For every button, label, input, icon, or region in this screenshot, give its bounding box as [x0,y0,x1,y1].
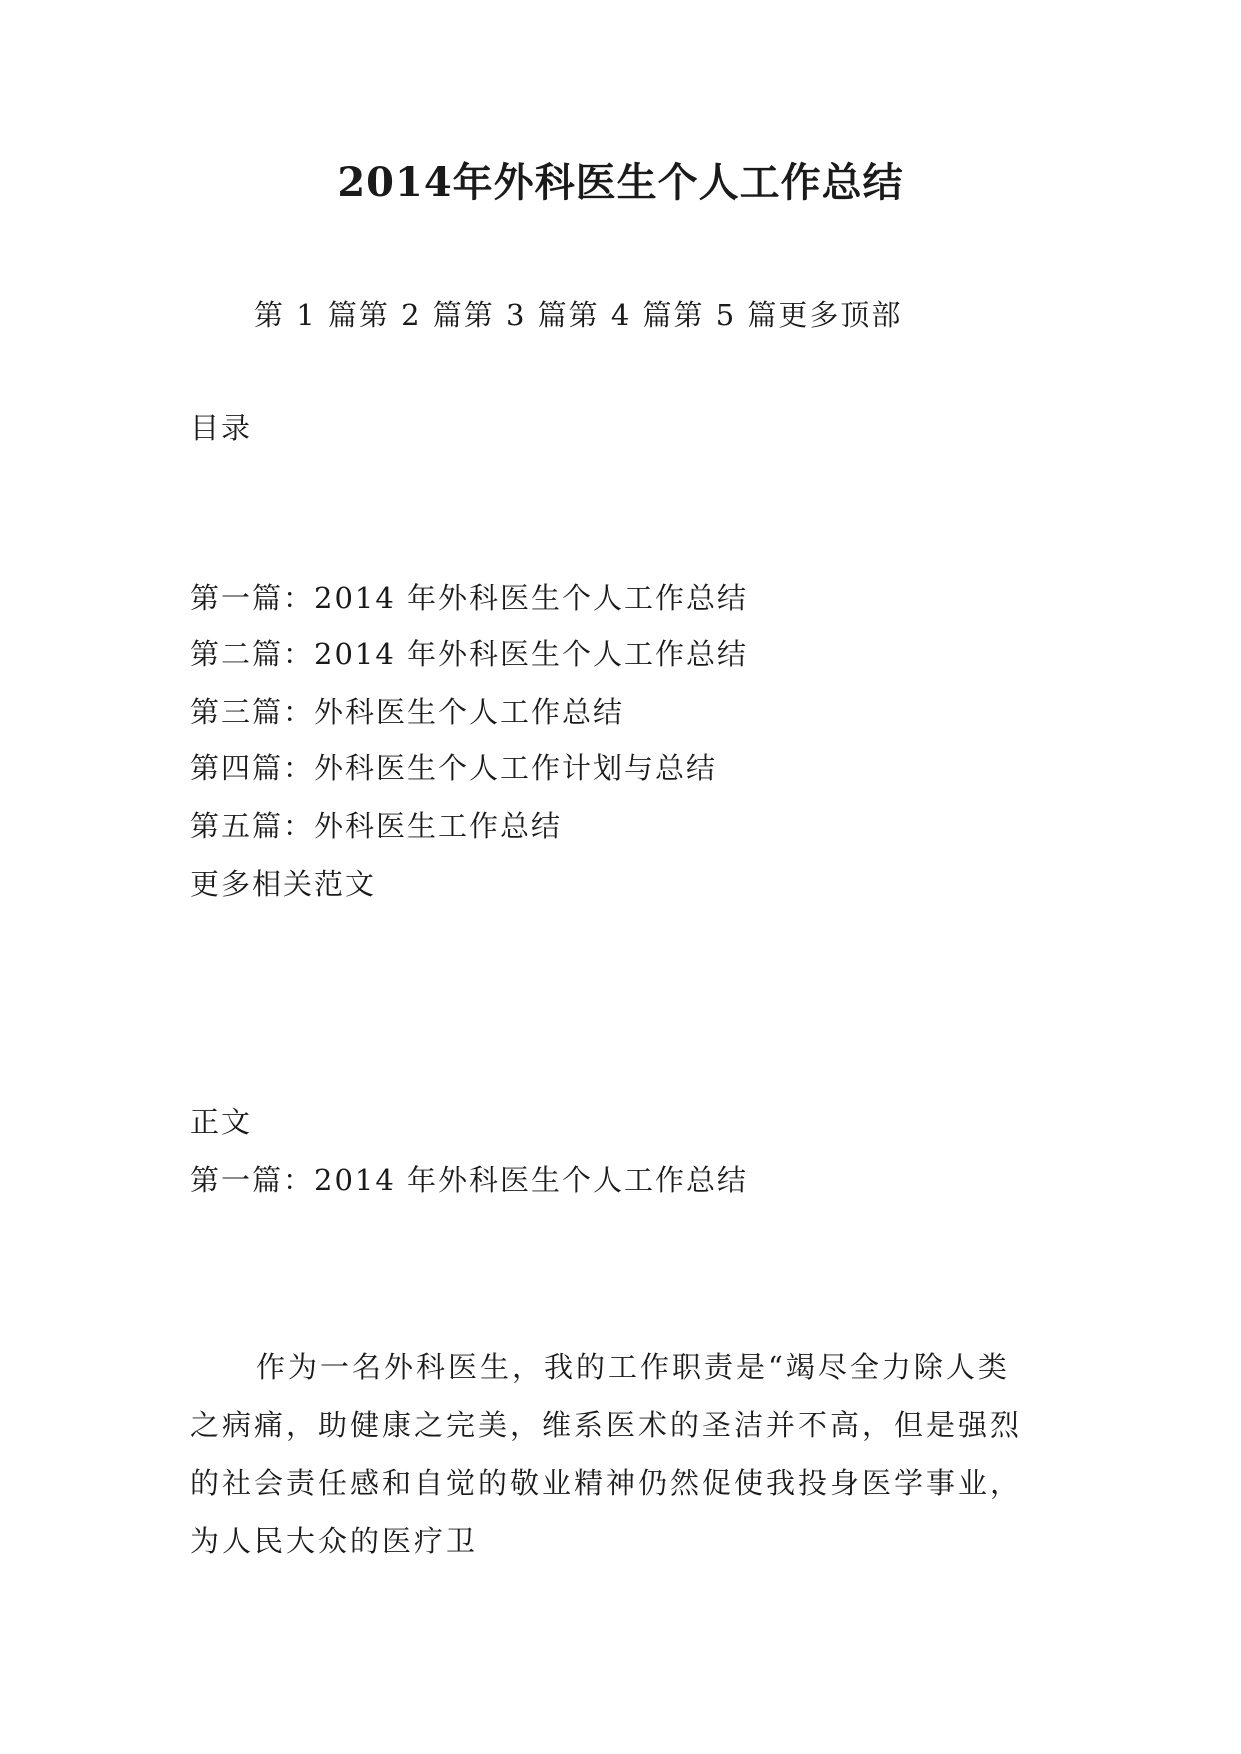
paragraph-line: 之病痛，助健康之完美，维系医术的圣洁并不高，但是强烈 [190,1408,1023,1442]
toc-more-link[interactable]: 更多相关范文 [190,867,377,901]
toc-item-1[interactable]: 第一篇：2014 年外科医生个人工作总结 [190,581,749,615]
chapter-nav[interactable]: 第 1 篇第 2 篇第 3 篇第 4 篇第 5 篇更多顶部 [254,298,903,332]
paragraph-line: 的社会责任感和自觉的敬业精神仍然促使我投身医学事业， [190,1466,1023,1500]
section-title: 第一篇：2014 年外科医生个人工作总结 [190,1163,749,1197]
toc-item-3[interactable]: 第三篇：外科医生个人工作总结 [190,695,625,729]
toc-item-4[interactable]: 第四篇：外科医生个人工作计划与总结 [190,751,718,785]
toc-heading: 目录 [190,411,253,445]
toc-item-2[interactable]: 第二篇：2014 年外科医生个人工作总结 [190,637,749,671]
body-paragraph [190,1338,1060,1570]
toc-item-5[interactable]: 第五篇：外科医生工作总结 [190,809,563,843]
document-title: 2014年外科医生个人工作总结 [337,159,904,206]
paragraph-line: 作为一名外科医生，我的工作职责是“竭尽全力除人类 [256,1350,1010,1384]
paragraph-line: 为人民大众的医疗卫 [190,1524,479,1558]
body-heading: 正文 [190,1105,253,1139]
